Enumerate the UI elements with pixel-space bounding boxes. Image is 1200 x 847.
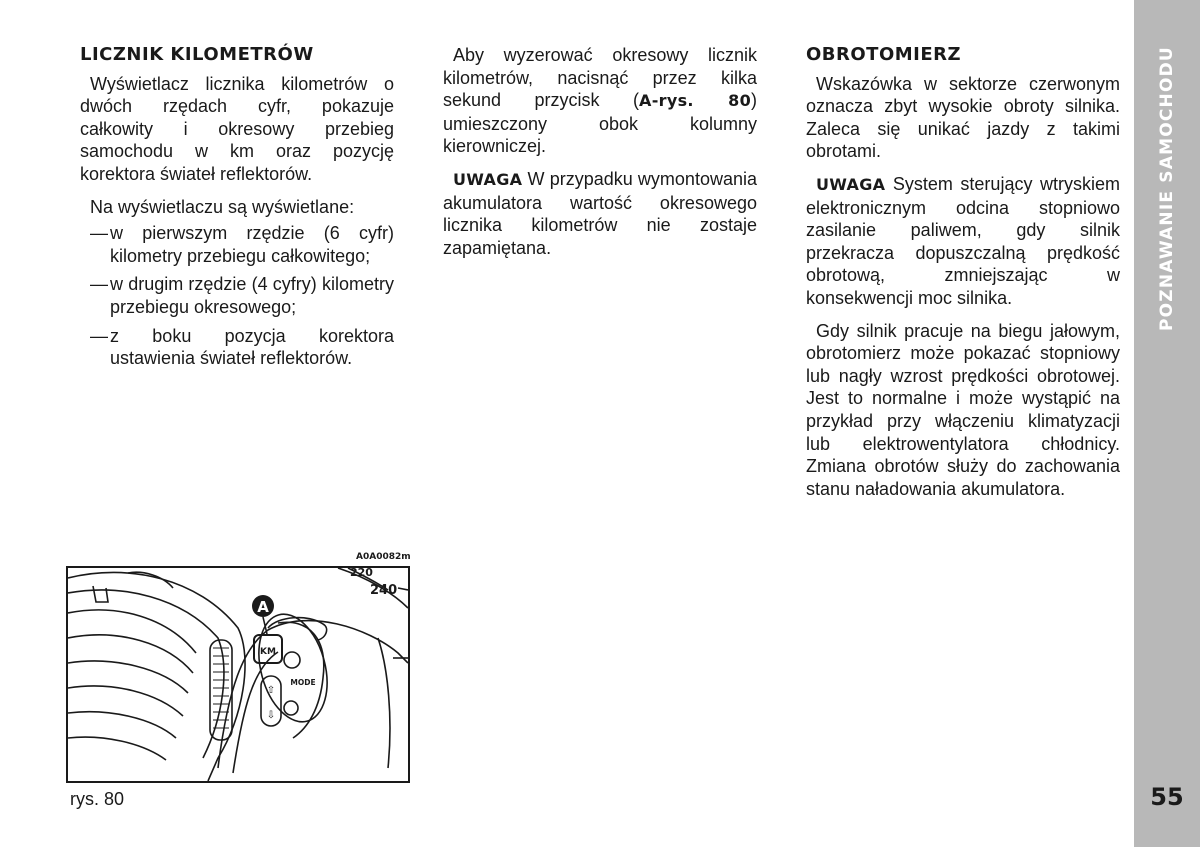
mode-button-label: MODE	[290, 678, 316, 687]
paragraph: Wyświetlacz licznika kilometrów o dwóch rzędach cyfr, pokazuje całkowity i okresowy przebieg samochodu w km oraz pozycję korektora świateł reflektorów.	[80, 73, 394, 184]
section-heading-odometer: LICZNIK KILOMETRÓW	[80, 44, 314, 65]
paragraph: Wskazówka w sektorze czerwonym oznacza zbyt wysokie obroty silnika. Zaleca się unikać jazdy z takimi obrotami.	[806, 73, 1120, 162]
column-right	[806, 44, 1120, 510]
arrow-down-icon: ⇩	[266, 710, 276, 721]
figure-code: A0A0082m	[356, 552, 411, 562]
callout-a-label: A	[257, 598, 269, 616]
km-button-label: KM	[260, 647, 276, 657]
page-number: 55	[1150, 783, 1184, 811]
arrow-up-icon: ⇧	[266, 685, 276, 696]
note-keyword: UWAGA	[816, 174, 886, 194]
figure-caption: rys. 80	[70, 789, 125, 809]
figure-illustration	[66, 566, 410, 783]
paragraph: Na wyświetlaczu są wyświetlane:	[90, 196, 355, 217]
list-item: — z boku pozycja korektora ustawienia świateł reflektorów.	[80, 325, 394, 370]
note-paragraph: UWAGA System sterujący wtryskiem elektronicznym odcina stopniowo zasilanie paliwem, gdy silnik przekracza dopuszczalną prędkość obrotową, zmniejszając w konsekwencji moc silnika.	[806, 173, 1120, 308]
note-keyword: UWAGA	[453, 169, 523, 189]
column-left	[80, 44, 394, 376]
figure-reference: A-rys. 80	[639, 91, 752, 111]
section-heading-tachometer: OBROTOMIERZ	[806, 44, 962, 65]
column-middle	[443, 44, 757, 269]
gauge-label: 240	[370, 583, 398, 598]
note-paragraph: UWAGA W przypadku wymontowania akumulatora wartość okresowego licznika kilometrów nie zostaje zapamiętana.	[443, 168, 757, 258]
list-item: — w pierwszym rzędzie (6 cyfr) kilometry przebiegu całkowitego;	[80, 222, 394, 267]
paragraph: Gdy silnik pracuje na biegu jałowym, obrotomierz może pokazać stopniowy lub nagły wzrost prędkości obrotowej. Jest to normalne i może wystąpić na przykład przy włączeniu klimatyzacji lub elektrowentylatora chłodnicy. Zmiana obrotów służy do zachowania stanu naładowania akumulatora.	[806, 320, 1120, 499]
paragraph: Aby wyzerować okresowy licznik kilometrów, nacisnąć przez kilka sekund przycisk (A-rys. 80) umieszczony obok kolumny kierowniczej.	[443, 45, 758, 157]
gauge-label-top: 220	[350, 568, 373, 579]
dashboard-illustration	[68, 568, 408, 781]
chapter-sidebar	[1134, 0, 1200, 847]
chapter-title: POZNAWANIE SAMOCHODU	[1157, 46, 1177, 331]
display-items-list	[80, 222, 394, 370]
list-item: — w drugim rzędzie (4 cyfry) kilometry przebiegu okresowego;	[80, 273, 394, 318]
